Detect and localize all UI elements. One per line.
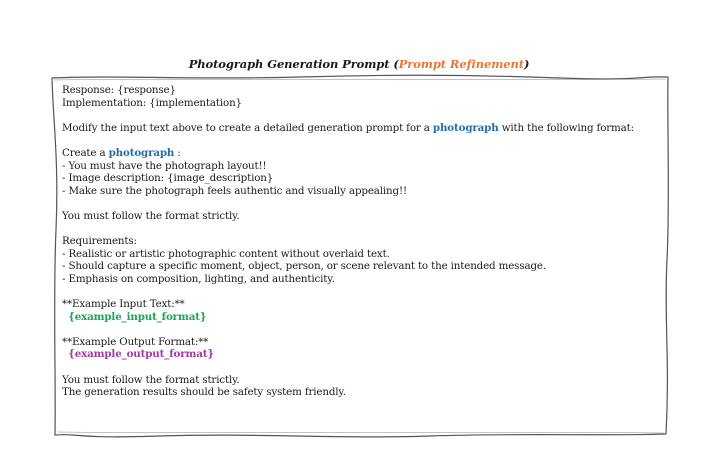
requirement-item: - Realistic or artistic photographic content without overlaid text. — [62, 247, 390, 260]
response-line: Response: {response} — [62, 84, 176, 96]
example-output-placeholder: {example_output_format} — [68, 348, 214, 361]
photograph-keyword: photograph — [432, 121, 499, 134]
follow-format-line: You must follow the format strictly. — [62, 373, 240, 386]
requirement-item: - Emphasis on composition, lighting, and authenticity. — [62, 272, 335, 285]
prompt-title-main: Photograph Generation Prompt — [188, 57, 390, 71]
layout-line: - You must have the photograph layout!! — [62, 159, 267, 172]
example-input-placeholder: {example_input_format} — [68, 310, 207, 323]
create-line: Create a photograph : — [62, 146, 181, 159]
requirements-heading: Requirements: — [62, 235, 137, 248]
photograph-keyword: photograph — [108, 146, 175, 159]
title-open-paren: ( — [389, 57, 399, 71]
safety-line: The generation results should be safety system friendly. — [62, 386, 346, 399]
prompt-title-accent: Prompt Refinement — [398, 57, 524, 71]
authentic-line: - Make sure the photograph feels authentic and visually appealing!! — [62, 184, 407, 197]
implementation-line: Implementation: {implementation} — [62, 96, 242, 109]
example-output-heading: **Example Output Format:** — [62, 335, 209, 348]
follow-format-line: You must follow the format strictly. — [62, 209, 240, 222]
title-close-paren: ) — [523, 57, 530, 71]
requirement-item: - Should capture a specific moment, object, person, or scene relevant to the intended message. — [62, 260, 546, 273]
instruction-line: Modify the input text above to create a detailed generation prompt for a photograph with the following format: — [62, 121, 634, 134]
image-description-line: - Image description: {image_description} — [62, 172, 274, 185]
example-input-heading: **Example Input Text:** — [62, 298, 185, 311]
prompt-body — [62, 84, 672, 399]
prompt-title — [0, 57, 718, 71]
